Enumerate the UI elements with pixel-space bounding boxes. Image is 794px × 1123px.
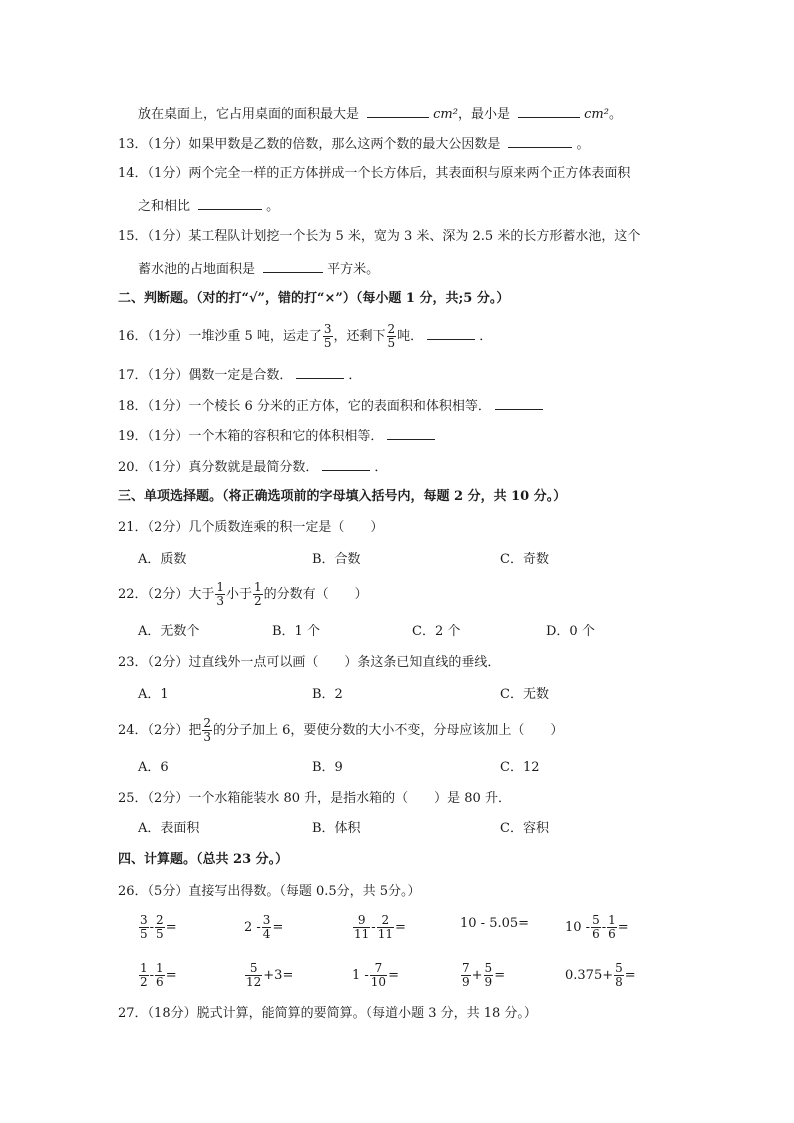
question-text: 大于 <box>188 587 215 602</box>
question-19 <box>118 425 439 447</box>
option-b[interactable]: B．1 个 <box>272 624 320 639</box>
question-text: 真分数就是最简分数． <box>188 460 319 475</box>
question-24 <box>118 716 563 746</box>
fraction: $\frac{1}{3}$ <box>216 580 224 608</box>
question-23 <box>118 653 500 673</box>
question-text: 偶数一定是合数． <box>188 368 293 383</box>
question-text: 一堆沙重 5 吨，运走了 <box>188 329 322 344</box>
fraction: $\frac{2}{5}$ <box>387 322 396 350</box>
question-15 <box>118 227 640 247</box>
question-text: 某工程队计划挖一个长为 5 米，宽为 3 米、深为 2.5 米的长方形蓄水池，这个 <box>188 229 641 244</box>
question-number: 24．（2分） <box>118 723 189 738</box>
option-a[interactable]: A．质数 <box>138 552 187 567</box>
question-text: 吨． <box>397 329 424 344</box>
option-a[interactable]: A．无数个 <box>138 624 200 639</box>
question-text: 几个质数连乘的积一定是（ ） <box>188 520 384 535</box>
question-text: 。 <box>576 137 590 152</box>
option-c[interactable]: C．无数 <box>500 687 549 702</box>
question-number: 14．（1分） <box>118 166 189 181</box>
question-12-cont <box>138 103 622 125</box>
question-number: 17．（1分） <box>118 368 189 383</box>
option-c[interactable]: C．12 <box>500 760 540 775</box>
section-title-calculation: 四、计算题。（总共 23 分。） <box>118 852 289 867</box>
question-text: 蓄水池的占地面积是 <box>138 262 256 277</box>
question-number: 22．（2分） <box>118 587 189 602</box>
answer-blank[interactable] <box>263 258 323 273</box>
option-b[interactable]: B．2 <box>312 687 343 702</box>
answer-blank[interactable] <box>367 103 429 118</box>
unit-label: cm² <box>433 107 458 122</box>
question-number: 15．（1分） <box>118 229 189 244</box>
question-text: ，最小是 <box>457 107 510 122</box>
section-title-judgement: 二、判断题。（对的打“√”，错的打“×”）（每小题 1 分，共;5 分。） <box>118 291 510 306</box>
section-title-choice: 三、单项选择题。（将正确选项前的字母填入括号内，每题 2 分，共 10 分。） <box>118 489 567 504</box>
question-text: 。 <box>266 199 280 214</box>
answer-blank[interactable] <box>518 103 580 118</box>
question-text: 小于 <box>225 587 252 602</box>
answer-blank[interactable] <box>387 425 435 440</box>
fraction: $\frac{3}{5}$ <box>323 322 332 350</box>
option-a[interactable]: A．6 <box>138 760 169 775</box>
question-13 <box>118 133 590 155</box>
option-a[interactable]: A．表面积 <box>138 821 200 836</box>
answer-blank[interactable] <box>427 325 475 340</box>
question-17 <box>118 364 361 386</box>
question-number: 13．（1分） <box>118 137 189 152</box>
answer-blank[interactable] <box>322 456 370 471</box>
question-text: 的分子加上 6，要使分数的大小不变，分母应该加上（ ） <box>212 723 564 738</box>
answer-blank[interactable] <box>508 133 572 148</box>
answer-blank[interactable] <box>198 195 262 210</box>
question-text: 过直线外一点可以画（ ）条这条已知直线的垂线． <box>188 655 501 670</box>
option-c[interactable]: C．奇数 <box>500 552 549 567</box>
calc-item-7: $\frac{5}{12}$ +3= <box>246 961 294 989</box>
question-21 <box>118 518 383 538</box>
question-text: 一个木箱的容积和它的体积相等． <box>188 429 384 444</box>
answer-blank[interactable] <box>495 395 543 410</box>
question-number: 20．（1分） <box>118 460 189 475</box>
question-14 <box>118 164 630 184</box>
question-text: ． <box>479 329 493 344</box>
question-text: 。 <box>608 107 622 122</box>
question-text: 脱式计算，能简算的要简算。（每道小题 3 分，共 18 分。） <box>196 1006 537 1021</box>
question-number: 27．（18分） <box>118 1006 197 1021</box>
question-18 <box>118 395 547 417</box>
question-26 <box>118 882 421 902</box>
calc-item-1: $\frac{3}{5}$ - $\frac{2}{5}$ = <box>140 913 177 941</box>
question-27 <box>118 1004 537 1024</box>
question-14-cont <box>138 195 279 217</box>
option-c[interactable]: C．2 个 <box>412 624 461 639</box>
unit-label: cm² <box>584 107 609 122</box>
question-text: 平方米。 <box>327 262 380 277</box>
question-text: 放在桌面上，它占用桌面的面积最大是 <box>138 107 360 122</box>
option-c[interactable]: C．容积 <box>500 821 549 836</box>
question-25 <box>118 789 511 809</box>
question-number: 23．（2分） <box>118 655 189 670</box>
question-text: ，还剩下 <box>333 329 386 344</box>
question-15-cont <box>138 258 379 280</box>
calc-item-6: $\frac{1}{2}$ - $\frac{1}{6}$ = <box>140 961 177 989</box>
question-number: 21．（2分） <box>118 520 189 535</box>
calc-item-4: 10 - 5.05= <box>460 916 530 931</box>
question-text: 直接写出得数。（每题 0.5分，共 5分。） <box>188 884 421 899</box>
question-number: 19．（1分） <box>118 429 189 444</box>
question-16 <box>118 322 492 352</box>
calc-item-5: 10 - $\frac{5}{6}$ - $\frac{1}{6}$ = <box>565 913 629 941</box>
fraction: $\frac{2}{3}$ <box>203 716 211 744</box>
calc-item-2: 2 - $\frac{3}{4}$ = <box>244 913 284 941</box>
question-20 <box>118 456 387 478</box>
option-a[interactable]: A．1 <box>138 687 169 702</box>
question-text: 的分数有（ ） <box>263 587 368 602</box>
answer-blank[interactable] <box>296 364 344 379</box>
calc-item-10: 0.375+ $\frac{5}{8}$ = <box>565 961 636 989</box>
question-number: 18．（1分） <box>118 399 189 414</box>
option-b[interactable]: B．9 <box>312 760 343 775</box>
question-number: 26．（5分） <box>118 884 189 899</box>
question-text: ． <box>374 460 388 475</box>
question-text: 把 <box>188 723 202 738</box>
option-b[interactable]: B．体积 <box>312 821 361 836</box>
fraction: $\frac{1}{2}$ <box>254 580 262 608</box>
calc-item-9: $\frac{7}{9}$ + $\frac{5}{9}$ = <box>462 961 506 989</box>
calc-item-3: $\frac{9}{11}$ - $\frac{2}{11}$ = <box>354 913 406 941</box>
question-text: 一个棱长 6 分米的正方体，它的表面积和体积相等． <box>188 399 491 414</box>
question-22 <box>118 580 368 610</box>
question-text: 之和相比 <box>138 199 191 214</box>
option-d[interactable]: D．0 个 <box>546 624 595 639</box>
question-number: 16．（1分） <box>118 329 189 344</box>
question-text: 如果甲数是乙数的倍数，那么这两个数的最大公因数是 <box>188 137 501 152</box>
question-text: 一个水箱能装水 80 升，是指水箱的（ ）是 80 升． <box>188 791 511 806</box>
question-text: 两个完全一样的正方体拼成一个长方体后，其表面积与原来两个正方体表面积 <box>188 166 631 181</box>
question-number: 25．（2分） <box>118 791 189 806</box>
option-b[interactable]: B．合数 <box>312 552 361 567</box>
question-text: ． <box>348 368 362 383</box>
calc-item-8: 1 - $\frac{7}{10}$ = <box>352 961 399 989</box>
